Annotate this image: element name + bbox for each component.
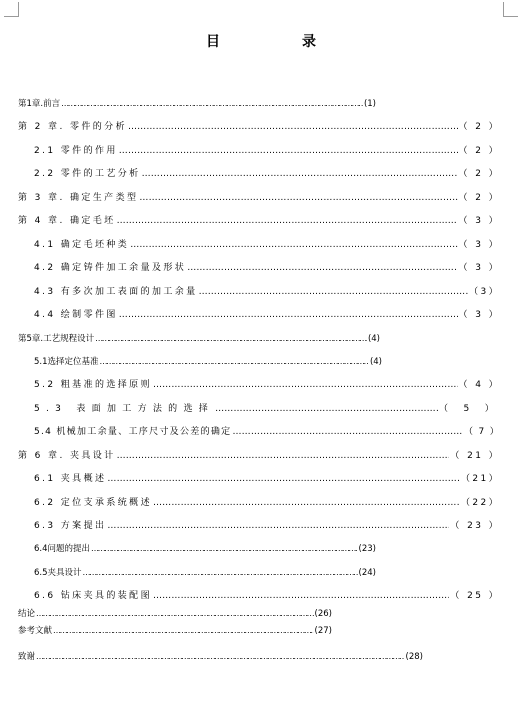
toc-entry-text: 5.1选择定位基准 xyxy=(34,357,99,367)
toc-entry[interactable] xyxy=(34,378,500,392)
toc-leader-dots xyxy=(91,542,358,556)
toc-entry-page: （ 2 ） xyxy=(458,146,500,156)
toc-entry-text: 5.3 表面加工方法的选择 xyxy=(34,404,215,414)
toc-entry[interactable] xyxy=(34,589,500,603)
toc-entry-text: 6.5夹具设计 xyxy=(34,568,82,578)
toc-entry[interactable] xyxy=(18,607,332,621)
toc-entry-page: （ 3 ） xyxy=(458,240,500,250)
toc-leader-dots xyxy=(36,607,314,621)
toc-leader-dots xyxy=(187,261,457,275)
toc-entry-text: 4.3 有多次加工表面的加工余量 xyxy=(34,287,198,297)
toc-entry-page: (23) xyxy=(358,544,376,554)
toc-leader-dots xyxy=(100,355,369,369)
toc-entry-text: 5.4 机械加工余量、工序尺寸及公差的确定 xyxy=(34,427,232,437)
toc-entry-text: 第 6 章. 夹具设计 xyxy=(18,451,116,461)
toc-entry[interactable] xyxy=(34,472,500,486)
toc-entry[interactable] xyxy=(34,425,500,439)
toc-leader-dots xyxy=(130,238,457,252)
crop-mark-top-left xyxy=(4,2,19,17)
toc-entry-text: 6.3 方案提出 xyxy=(34,521,107,531)
toc-leader-dots xyxy=(53,624,314,638)
toc-entry-text: 参考文献 xyxy=(18,626,53,636)
toc-entry-page: (24) xyxy=(358,568,376,578)
toc-entry-page: （ 25 ） xyxy=(450,591,500,601)
toc-entry-page: （ 4 ） xyxy=(458,380,500,390)
toc-entry-text: 2.1 零件的作用 xyxy=(34,146,118,156)
toc-entry-page: （ 7 ） xyxy=(464,427,500,437)
toc-entry-page: （ 2 ） xyxy=(458,169,500,179)
toc-leader-dots xyxy=(215,402,438,416)
toc-leader-dots xyxy=(199,285,468,299)
toc-leader-dots xyxy=(107,472,460,486)
toc-entry-text: 第1章.前言 xyxy=(18,99,61,109)
toc-entry-page: （ 3 ） xyxy=(458,216,500,226)
toc-leader-dots xyxy=(139,191,457,205)
toc-entry-page: （ 3 ） xyxy=(458,310,500,320)
toc-entry-text: 第5章.工艺规程设计 xyxy=(18,334,95,344)
toc-leader-dots xyxy=(36,650,405,664)
toc-leader-dots xyxy=(119,144,458,158)
toc-entry-text: 第 3 章. 确定生产类型 xyxy=(18,193,139,203)
toc-leader-dots xyxy=(61,97,363,111)
toc-entry-text: 5.2 粗基准的选择原则 xyxy=(34,380,152,390)
toc-entry[interactable] xyxy=(18,120,500,134)
toc-entry-page: （ 2 ） xyxy=(458,193,500,203)
toc-entry[interactable] xyxy=(18,449,500,463)
toc-leader-dots xyxy=(119,308,458,322)
toc-entry[interactable] xyxy=(34,542,376,556)
toc-entry-text: 6.1 夹具概述 xyxy=(34,474,107,484)
toc-entry-page: (27) xyxy=(314,626,332,636)
toc-entry-page: （3） xyxy=(469,287,500,297)
toc-entry[interactable] xyxy=(34,519,500,533)
toc-entry[interactable] xyxy=(34,355,382,369)
toc-entry-page: (28) xyxy=(405,652,423,662)
toc-entry-text: 6.4问题的提出 xyxy=(34,544,91,554)
toc-entry-text: 4.2 确定铸件加工余量及形状 xyxy=(34,263,187,273)
toc-entry-page: (1) xyxy=(363,99,376,109)
toc-leader-dots xyxy=(142,167,458,181)
toc-entry[interactable] xyxy=(34,144,500,158)
toc-leader-dots xyxy=(117,214,458,228)
toc-leader-dots xyxy=(95,332,367,346)
toc-entry-text: 6.6 钻床夹具的装配图 xyxy=(34,591,152,601)
toc-leader-dots xyxy=(153,589,449,603)
toc-entry-text: 第 2 章. 零件的分析 xyxy=(18,122,127,132)
toc-entry-page: (4) xyxy=(369,357,382,367)
toc-entry-page: (4) xyxy=(367,334,380,344)
toc-entry-text: 6.2 定位支承系统概述 xyxy=(34,498,152,508)
toc-leader-dots xyxy=(232,425,463,439)
toc-title: 目 录 xyxy=(206,34,350,50)
toc-entry[interactable] xyxy=(34,308,500,322)
toc-entry-page: （21） xyxy=(460,474,500,484)
toc-entry-text: 4.4 绘制零件图 xyxy=(34,310,118,320)
toc-entry[interactable] xyxy=(18,214,500,228)
toc-leader-dots xyxy=(153,496,460,510)
toc-entry[interactable] xyxy=(18,332,380,346)
toc-entry[interactable] xyxy=(34,496,500,510)
toc-leader-dots xyxy=(107,519,449,533)
toc-entry-text: 2.2 零件的工艺分析 xyxy=(34,169,141,179)
crop-mark-top-right xyxy=(503,2,518,17)
toc-entry-page: （ 2 ） xyxy=(458,122,500,132)
toc-entry-text: 结论 xyxy=(18,609,36,619)
toc-entry-page: （22） xyxy=(460,498,500,508)
toc-entry-text: 致谢 xyxy=(18,652,36,662)
toc-entry-page: （ 5 ） xyxy=(439,404,500,414)
toc-entry[interactable] xyxy=(34,402,500,416)
toc-entry-page: （ 3 ） xyxy=(458,263,500,273)
toc-entry-page: （ 21 ） xyxy=(450,451,500,461)
toc-entry[interactable] xyxy=(34,238,500,252)
toc-leader-dots xyxy=(117,449,450,463)
toc-entry[interactable] xyxy=(18,191,500,205)
toc-entry-text: 4.1 确定毛坯种类 xyxy=(34,240,130,250)
toc-entry[interactable] xyxy=(18,97,376,111)
toc-leader-dots xyxy=(153,378,458,392)
toc-entry[interactable] xyxy=(34,261,500,275)
toc-entry-text: 第 4 章. 确定毛坯 xyxy=(18,216,116,226)
toc-entry-page: (26) xyxy=(314,609,332,619)
toc-leader-dots xyxy=(128,120,458,134)
toc-entry[interactable] xyxy=(34,285,500,299)
toc-leader-dots xyxy=(83,566,358,580)
toc-entry[interactable] xyxy=(18,624,332,638)
toc-entry-page: （ 23 ） xyxy=(450,521,500,531)
toc-entry[interactable] xyxy=(34,566,376,580)
toc-entry[interactable] xyxy=(34,167,500,181)
toc-entry[interactable] xyxy=(18,650,423,664)
